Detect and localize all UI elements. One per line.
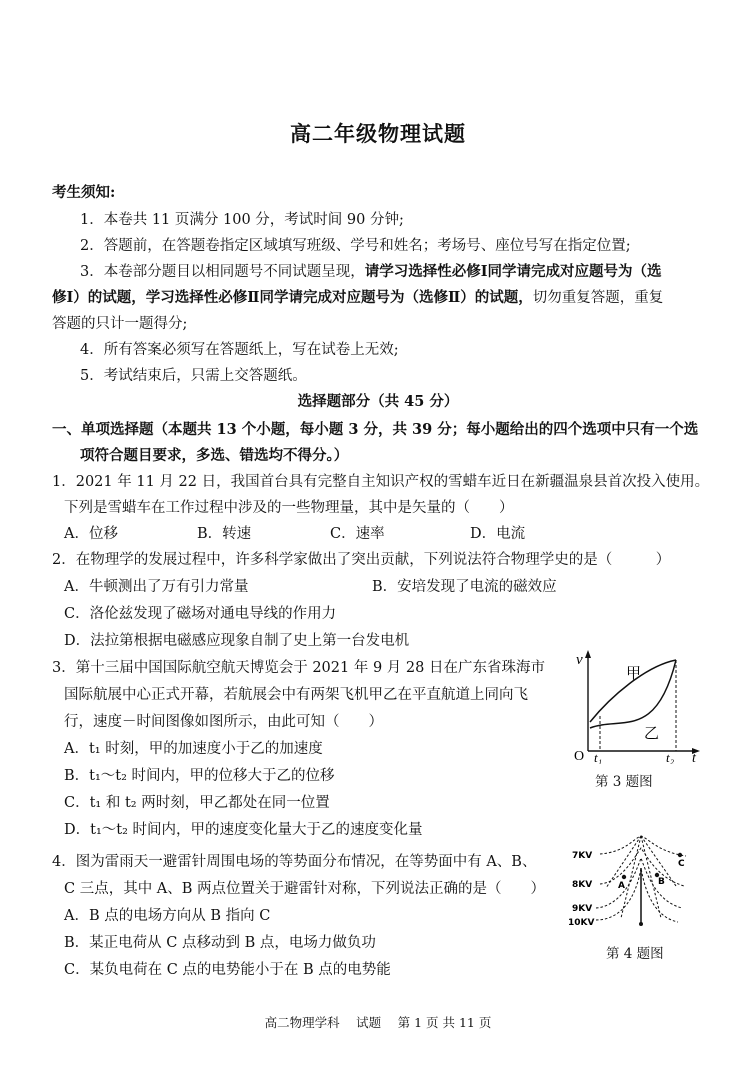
page-title: 高二年级物理试题 <box>290 121 466 146</box>
q2-option-c: C．洛伦兹发现了磁场对通电导线的作用力 <box>64 606 337 622</box>
origin-label: O <box>574 749 585 764</box>
q1-stem: 1．2021 年 11 月 22 日，我国首台具有完整自主知识产权的雪蜡车近日在新疆温泉县首次投入使用。 <box>52 474 710 490</box>
label-c: C <box>678 859 685 869</box>
t1-label: t₁ <box>594 750 603 764</box>
notice-item-5: 5．考试结束后，只需上交答题纸。 <box>80 368 307 384</box>
part1-line1: 一、单项选择题（本题共 13 个小题，每小题 3 分，共 39 分；每小题给出的四个选项中只有一个选 <box>52 421 699 438</box>
q1-stem-cont: 下列是雪蜡车在工作过程中涉及的一些物理量，其中是矢量的（ ） <box>64 500 514 516</box>
label-a: A <box>618 881 625 891</box>
notice-heading: 考生须知: <box>52 184 116 201</box>
level-9kv: 9KV <box>572 904 593 914</box>
t2-label: t₂ <box>666 750 675 764</box>
vt-graph <box>566 646 706 764</box>
jia-label: 甲 <box>626 664 642 682</box>
q1-option-a: A．位移 <box>64 526 118 542</box>
q4-figure <box>566 828 706 936</box>
equipotential-diagram <box>566 828 706 936</box>
q2-option-a: A．牛顿测出了万有引力常量 <box>64 579 249 595</box>
notice-item-4: 4．所有答案必须写在答题纸上，写在试卷上无效; <box>80 342 399 358</box>
q3-stem-cont: 国际航展中心正式开幕，若航展会中有两架飞机甲乙在平直航道上同向飞 <box>64 687 528 703</box>
q1-option-d: D．电流 <box>470 526 526 542</box>
q3-option-a: A．t₁ 时刻，甲的加速度小于乙的加速度 <box>64 741 323 757</box>
q4-stem: 4．图为雷雨天一避雷针周围电场的等势面分布情况，在等势面中有 A、B、 <box>52 854 537 870</box>
part1-line2: 项符合题目要求，多选、错选均不得分。） <box>80 447 349 464</box>
notice-item-3-end: 答题的只计一题得分; <box>52 316 188 332</box>
notice-item-1: 1．本卷共 11 页满分 100 分，考试时间 90 分钟; <box>80 212 404 228</box>
q1-option-b: B．转速 <box>197 526 252 542</box>
q3-figure-caption: 第 3 题图 <box>595 774 653 790</box>
equipotential-10kv <box>596 868 678 922</box>
page-footer: 高二物理学科 试题 第 1 页 共 11 页 <box>264 1015 492 1030</box>
point-c <box>678 853 682 857</box>
notice-item-3: 3．本卷部分题目以相同题号不同试题呈现，请学习选择性必修Ⅰ同学请完成对应题号为（选 <box>80 263 662 280</box>
level-10kv: 10KV <box>568 918 595 928</box>
equipotential-9kv <box>596 858 682 908</box>
q3-figure <box>566 646 706 764</box>
yi-label: 乙 <box>644 724 660 742</box>
label-b: B <box>658 877 665 887</box>
q4-stem-cont: C 三点，其中 A、B 两点位置关于避雷针对称，下列说法正确的是（ ） <box>64 881 546 897</box>
q2-option-b: B．安培发现了电流的磁效应 <box>372 579 557 595</box>
t-label: t <box>692 751 696 764</box>
section-heading: 选择题部分（共 45 分） <box>297 393 459 410</box>
q1-option-c: C．速率 <box>330 526 385 542</box>
point-a <box>622 875 626 879</box>
q4-option-c: C．某负电荷在 C 点的电势能小于在 B 点的电势能 <box>64 962 391 978</box>
q3-option-d: D．t₁～t₂ 时间内，甲的速度变化量大于乙的速度变化量 <box>64 822 423 838</box>
equipotential-8kv <box>600 848 684 886</box>
y-axis-arrow <box>585 650 591 658</box>
q3-option-b: B．t₁～t₂ 时间内，甲的位移大于乙的位移 <box>64 768 335 784</box>
q3-option-c: C．t₁ 和 t₂ 两时刻，甲乙都处在同一位置 <box>64 795 330 811</box>
level-8kv: 8KV <box>572 880 593 890</box>
q4-option-a: A．B 点的电场方向从 B 指向 C <box>64 908 271 924</box>
q4-figure-caption: 第 4 题图 <box>606 946 664 962</box>
level-7kv: 7KV <box>572 851 593 861</box>
q3-stem: 3．第十三届中国国际航空航天博览会于 2021 年 9 月 28 日在广东省珠海市 <box>52 660 545 676</box>
q2-option-d: D．法拉第根据电磁感应现象自制了史上第一台发电机 <box>64 633 410 649</box>
q2-stem: 2．在物理学的发展过程中，许多科学家做出了突出贡献，下列说法符合物理学史的是（ ） <box>52 552 671 568</box>
q4-option-b: B．某正电荷从 C 点移动到 B 点，电场力做负功 <box>64 935 376 951</box>
notice-item-3-cont: 修Ⅰ）的试题，学习选择性必修Ⅱ同学请完成对应题号为（选修Ⅱ）的试题，切勿重复答题，重复 <box>52 289 664 306</box>
q3-stem-end: 行，速度－时间图像如图所示，由此可知（ ） <box>64 714 383 730</box>
v-label: v <box>576 652 583 668</box>
rod-base <box>639 922 643 926</box>
notice-item-2: 2．答题前，在答题卷指定区域填写班级、学号和姓名；考场号、座位号写在指定位置; <box>80 238 631 254</box>
